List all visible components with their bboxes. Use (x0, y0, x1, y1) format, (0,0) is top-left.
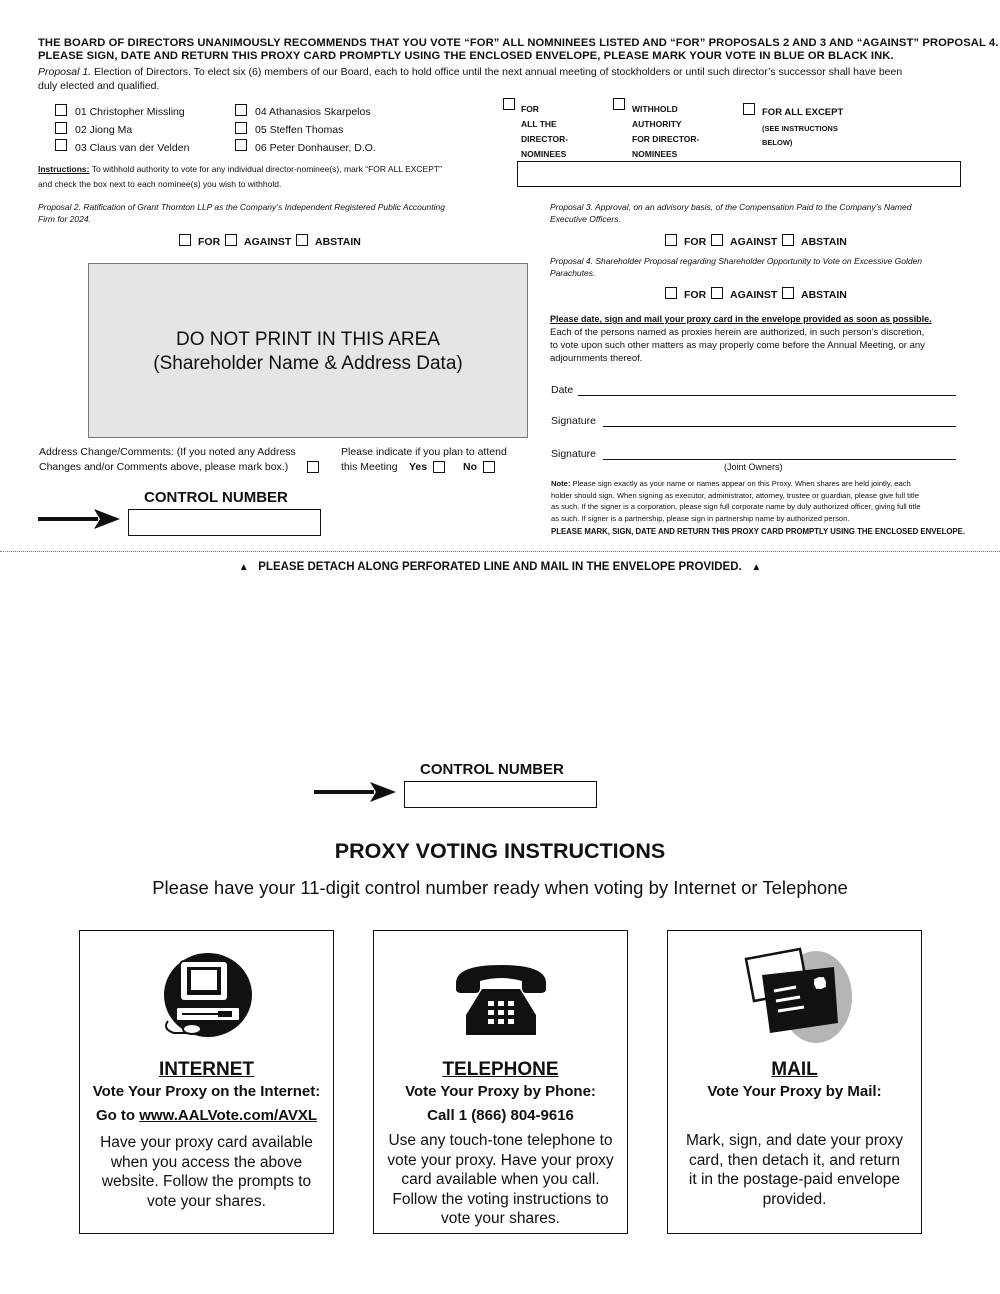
proposal1-description-cont: duly elected and qualified. (38, 80, 160, 92)
mail-title: MAIL (771, 1059, 818, 1080)
nominee-name: 04 Athanasios Skarpelos (255, 106, 371, 118)
proposal3-text: Proposal 3. Approval, on an advisory basis, of the Compensation Paid to the Company’s Named (550, 202, 912, 212)
proposal4-for-label: FOR (684, 289, 707, 301)
proxy-voting-title: PROXY VOTING INSTRUCTIONS (334, 839, 666, 863)
envelope-icon (734, 945, 856, 1045)
withhold-instructions-cont: and check the box next to each nominee(s) you wish to withhold. (38, 179, 282, 189)
control-number-label: CONTROL NUMBER (144, 489, 288, 506)
detach-instruction: ▲ PLEASE DETACH ALONG PERFORATED LINE AND MAIL IN THE ENVELOPE PROVIDED. ▲ (238, 561, 762, 573)
nominee-checkbox-3[interactable] (55, 139, 67, 151)
internet-title: INTERNET (159, 1059, 254, 1080)
telephone-number: Call 1 (866) 804-9616 (427, 1107, 574, 1124)
nominee-checkbox-1[interactable] (55, 104, 67, 116)
withhold-nominee-field[interactable] (517, 161, 961, 187)
address-change-text: Address Change/Comments: (If you noted any Address Changes and/or Comments above, please mark box.) (39, 446, 296, 473)
proposal2-abstain-label: ABSTAIN (315, 236, 361, 248)
signing-note: Note: Please sign exactly as your name or names appear on this Proxy. When shares are held jointly, each holder should sign. When signing as executor, administrator, attorney, trustee or guardian, please give full title as such. If the signer is a corporation, please sign full corporate name by duly authorized officer, giving full title as such. If signer is a partnership, please sign in partnership name by authorized person. (551, 479, 921, 523)
control-number-label-bottom: CONTROL NUMBER (420, 761, 564, 778)
internet-url-line: Go to www.AALVote.com/AVXL (95, 1107, 318, 1124)
sign-instruction: PLEASE SIGN, DATE AND RETURN THIS PROXY CARD PROMPTLY USING THE ENCLOSED ENVELOPE, PLEASE MARK YOUR VOTE IN BLUE OR BLACK INK. (38, 50, 894, 62)
joint-owners-label: (Joint Owners) (724, 462, 783, 472)
signature-label: Signature (551, 415, 596, 427)
attend-text: Please indicate if you plan to attend (341, 446, 507, 458)
signing-text-2: to vote upon such other matters as may properly come before the Annual Meeting, or any (550, 340, 925, 351)
nominee-name: 01 Christopher Missling (75, 106, 185, 118)
arrow-right-icon (38, 508, 120, 530)
joint-signature-field[interactable] (603, 459, 956, 460)
attend-yes-label: Yes (409, 461, 428, 473)
signature-field[interactable] (603, 426, 956, 427)
attend-no-checkbox[interactable] (483, 461, 495, 473)
nominee-checkbox-2[interactable] (55, 122, 67, 134)
proposal4-against-label: AGAINST (730, 289, 778, 301)
withhold-checkbox[interactable] (613, 98, 625, 110)
withhold-instructions: Instructions: To withhold authority to vote for any individual director-nominee(s), mark “FOR ALL EXCEPT” (38, 164, 442, 174)
up-triangle-icon: ▲ (751, 562, 762, 573)
proposal4-text-cont: Parachutes. (550, 268, 596, 278)
nominee-checkbox-4[interactable] (235, 104, 247, 116)
nominee-checkbox-6[interactable] (235, 139, 247, 151)
proposal4-text: Proposal 4. Shareholder Proposal regarding Shareholder Opportunity to Vote on Excessive Golden (550, 256, 923, 266)
nominee-name: 02 Jiong Ma (75, 124, 133, 136)
telephone-icon (452, 961, 550, 1039)
nominee-checkbox-5[interactable] (235, 122, 247, 134)
computer-icon (158, 949, 256, 1037)
proposal4-abstain-label: ABSTAIN (801, 289, 847, 301)
address-change-checkbox[interactable] (307, 461, 319, 473)
control-number-field-bottom[interactable] (404, 781, 597, 808)
proposal2-against-checkbox[interactable] (225, 234, 237, 246)
proposal2-for-checkbox[interactable] (179, 234, 191, 246)
internet-subtitle: Vote Your Proxy on the Internet: (92, 1083, 321, 1100)
attend-text-cont: this Meeting (341, 461, 398, 473)
for-all-except-label: FOR ALL EXCEPT (762, 107, 844, 118)
signing-text-3: adjournments thereof. (550, 353, 643, 364)
for-all-except-checkbox[interactable] (743, 103, 755, 115)
for-all-checkbox[interactable] (503, 98, 515, 110)
proposal2-for-label: FOR (198, 236, 221, 248)
nominee-name: 05 Steffen Thomas (255, 124, 344, 136)
mail-subtitle: Vote Your Proxy by Mail: (707, 1083, 882, 1100)
signing-heading: Please date, sign and mail your proxy card in the envelope provided as soon as possible. (550, 314, 932, 324)
date-field[interactable] (578, 395, 956, 396)
nominee-name: 06 Peter Donhauser, D.O. (255, 142, 376, 154)
proposal2-text-cont: Firm for 2024. (38, 214, 91, 224)
proposal4-for-checkbox[interactable] (665, 287, 677, 299)
board-recommendation: THE BOARD OF DIRECTORS UNANIMOUSLY RECOMMENDS THAT YOU VOTE “FOR” ALL NOMNINEES LISTED AND “FOR” PROPOSALS 2 AND 3 AND “AGAINST” PROPOSAL 4. (38, 37, 999, 49)
shareholder-address-area (88, 263, 528, 438)
control-number-field[interactable] (128, 509, 321, 536)
proposal3-for-label: FOR (684, 236, 707, 248)
internet-body: Have your proxy card available when you access the above website. Follow the prompts to vote your shares. (100, 1134, 313, 1210)
internet-card (79, 930, 334, 1234)
proposal2-abstain-checkbox[interactable] (296, 234, 308, 246)
date-label: Date (551, 384, 574, 396)
internet-url-link[interactable]: www.AALVote.com/AVXL (139, 1107, 318, 1124)
proposal3-against-checkbox[interactable] (711, 234, 723, 246)
telephone-body: Use any touch-tone telephone to vote your proxy. Have your proxy card available when you call. Follow the voting instructions to vote your shares. (387, 1132, 614, 1227)
perforated-line (0, 551, 1000, 552)
mail-card (667, 930, 922, 1234)
proposal4-abstain-checkbox[interactable] (782, 287, 794, 299)
proxy-voting-subtitle: Please have your 11-digit control number ready when voting by Internet or Telephone (152, 877, 848, 898)
up-triangle-icon: ▲ (238, 562, 249, 573)
proposal3-text-cont: Executive Officers. (550, 214, 621, 224)
proposal3-for-checkbox[interactable] (665, 234, 677, 246)
signing-text-1: Each of the persons named as proxies herein are authorized, in such person’s discretion, (550, 327, 925, 338)
telephone-subtitle: Vote Your Proxy by Phone: (405, 1083, 596, 1100)
proposal3-abstain-checkbox[interactable] (782, 234, 794, 246)
do-not-print-text: DO NOT PRINT IN THIS AREA (Shareholder Name & Address Data) (153, 329, 463, 374)
proposal2-against-label: AGAINST (244, 236, 292, 248)
for-all-label: FOR ALL THE DIRECTOR- NOMINEES (521, 104, 569, 159)
proposal2-text: Proposal 2. Ratification of Grant Thornton LLP as the Company’s Independent Registered Public Accounting (38, 202, 445, 212)
mail-body: Mark, sign, and date your proxy card, then detach it, and return it in the postage-paid envelope provided. (685, 1132, 904, 1208)
telephone-title: TELEPHONE (442, 1059, 559, 1080)
proposal1-description: Proposal 1. Election of Directors. To elect six (6) members of our Board, each to hold office until the next annual meeting of stockholders or until such director’s successor shall have been (38, 66, 903, 78)
withhold-label: WITHHOLD AUTHORITY FOR DIRECTOR- NOMINEES (632, 104, 700, 159)
arrow-right-icon (314, 781, 396, 803)
nominee-name: 03 Claus van der Velden (75, 142, 190, 154)
attend-no-label: No (463, 461, 477, 473)
return-instruction: PLEASE MARK, SIGN, DATE AND RETURN THIS PROXY CARD PROMPTLY USING THE ENCLOSED ENVELOPE. (551, 527, 966, 536)
attend-yes-checkbox[interactable] (433, 461, 445, 473)
proposal3-against-label: AGAINST (730, 236, 778, 248)
joint-signature-label: Signature (551, 448, 596, 460)
for-all-except-note: (SEE INSTRUCTIONS BELOW) (762, 124, 838, 147)
proposal4-against-checkbox[interactable] (711, 287, 723, 299)
telephone-card (373, 930, 628, 1234)
proposal3-abstain-label: ABSTAIN (801, 236, 847, 248)
